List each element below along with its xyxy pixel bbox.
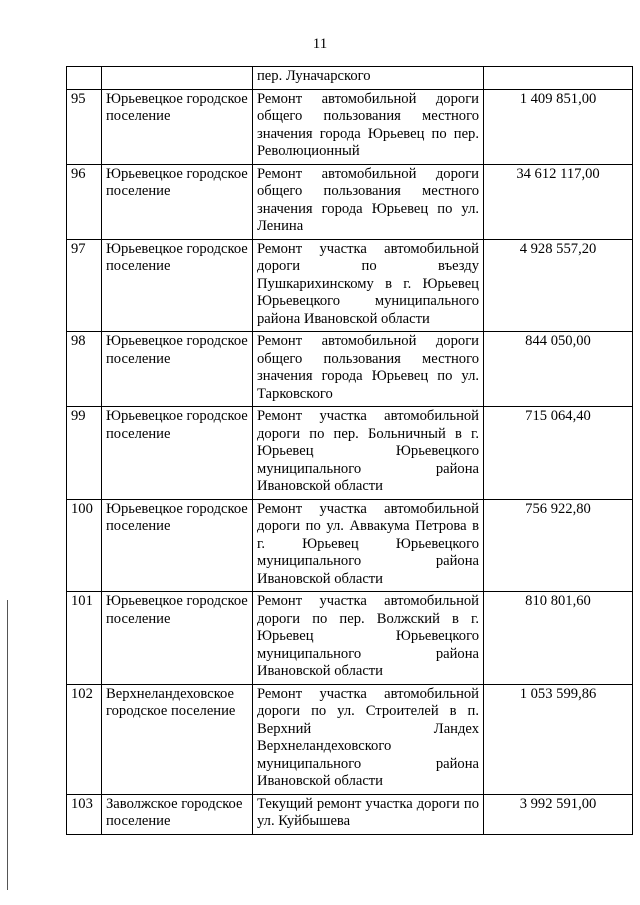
scan-edge-line <box>7 600 8 890</box>
amount <box>484 67 633 90</box>
table-row <box>67 499 633 592</box>
settlement-name: Верхнеландеховское городское поселение <box>102 684 253 794</box>
table-row <box>67 592 633 685</box>
table-row <box>67 89 633 164</box>
table-row <box>67 332 633 407</box>
amount: 1 053 599,86 <box>484 684 633 794</box>
work-description: Ремонт участка автомобильной дороги по ул. Строителей в п. Верхний Ландех Верхнеландеховского муниципального района Ивановской области <box>253 684 484 794</box>
table-row <box>67 407 633 500</box>
work-description: Ремонт участка автомобильной дороги по пер. Волжский в г. Юрьевец Юрьевецкого муниципального района Ивановской области <box>253 592 484 685</box>
table-row <box>67 164 633 239</box>
settlement-name: Юрьевецкое городское поселение <box>102 592 253 685</box>
settlement-name: Юрьевецкое городское поселение <box>102 332 253 407</box>
work-description: Ремонт участка автомобильной дороги по въезду Пушкарихинскому в г. Юрьевец Юрьевецкого муниципального района Ивановской области <box>253 239 484 332</box>
row-number: 101 <box>67 592 102 685</box>
settlement-name: Юрьевецкое городское поселение <box>102 499 253 592</box>
amount: 3 992 591,00 <box>484 794 633 834</box>
work-description: Ремонт автомобильной дороги общего пользования местного значения города Юрьевец по пер. Революционный <box>253 89 484 164</box>
row-number: 102 <box>67 684 102 794</box>
amount: 810 801,60 <box>484 592 633 685</box>
amount: 34 612 117,00 <box>484 164 633 239</box>
work-description: Ремонт автомобильной дороги общего пользования местного значения города Юрьевец по ул. Ленина <box>253 164 484 239</box>
table-row <box>67 67 633 90</box>
work-description: Ремонт автомобильной дороги общего пользования местного значения города Юрьевец по ул. Тарковского <box>253 332 484 407</box>
funding-table <box>66 66 633 835</box>
row-number: 103 <box>67 794 102 834</box>
work-description: Текущий ремонт участка дороги по ул. Куйбышева <box>253 794 484 834</box>
work-description: Ремонт участка автомобильной дороги по ул. Аввакума Петрова в г. Юрьевец Юрьевецкого муниципального района Ивановской области <box>253 499 484 592</box>
table-row <box>67 684 633 794</box>
row-number: 100 <box>67 499 102 592</box>
settlement-name: Юрьевецкое городское поселение <box>102 239 253 332</box>
amount: 1 409 851,00 <box>484 89 633 164</box>
amount: 4 928 557,20 <box>484 239 633 332</box>
work-description: пер. Луначарского <box>253 67 484 90</box>
settlement-name: Юрьевецкое городское поселение <box>102 89 253 164</box>
row-number: 97 <box>67 239 102 332</box>
settlement-name: Заволжское городское поселение <box>102 794 253 834</box>
table-row <box>67 794 633 834</box>
amount: 756 922,80 <box>484 499 633 592</box>
amount: 715 064,40 <box>484 407 633 500</box>
row-number: 96 <box>67 164 102 239</box>
row-number: 99 <box>67 407 102 500</box>
work-description: Ремонт участка автомобильной дороги по пер. Больничный в г. Юрьевец Юрьевецкого муниципального района Ивановской области <box>253 407 484 500</box>
table-row <box>67 239 633 332</box>
page-number: 11 <box>312 36 328 52</box>
amount: 844 050,00 <box>484 332 633 407</box>
row-number <box>67 67 102 90</box>
row-number: 98 <box>67 332 102 407</box>
row-number: 95 <box>67 89 102 164</box>
settlement-name: Юрьевецкое городское поселение <box>102 407 253 500</box>
settlement-name: Юрьевецкое городское поселение <box>102 164 253 239</box>
settlement-name <box>102 67 253 90</box>
